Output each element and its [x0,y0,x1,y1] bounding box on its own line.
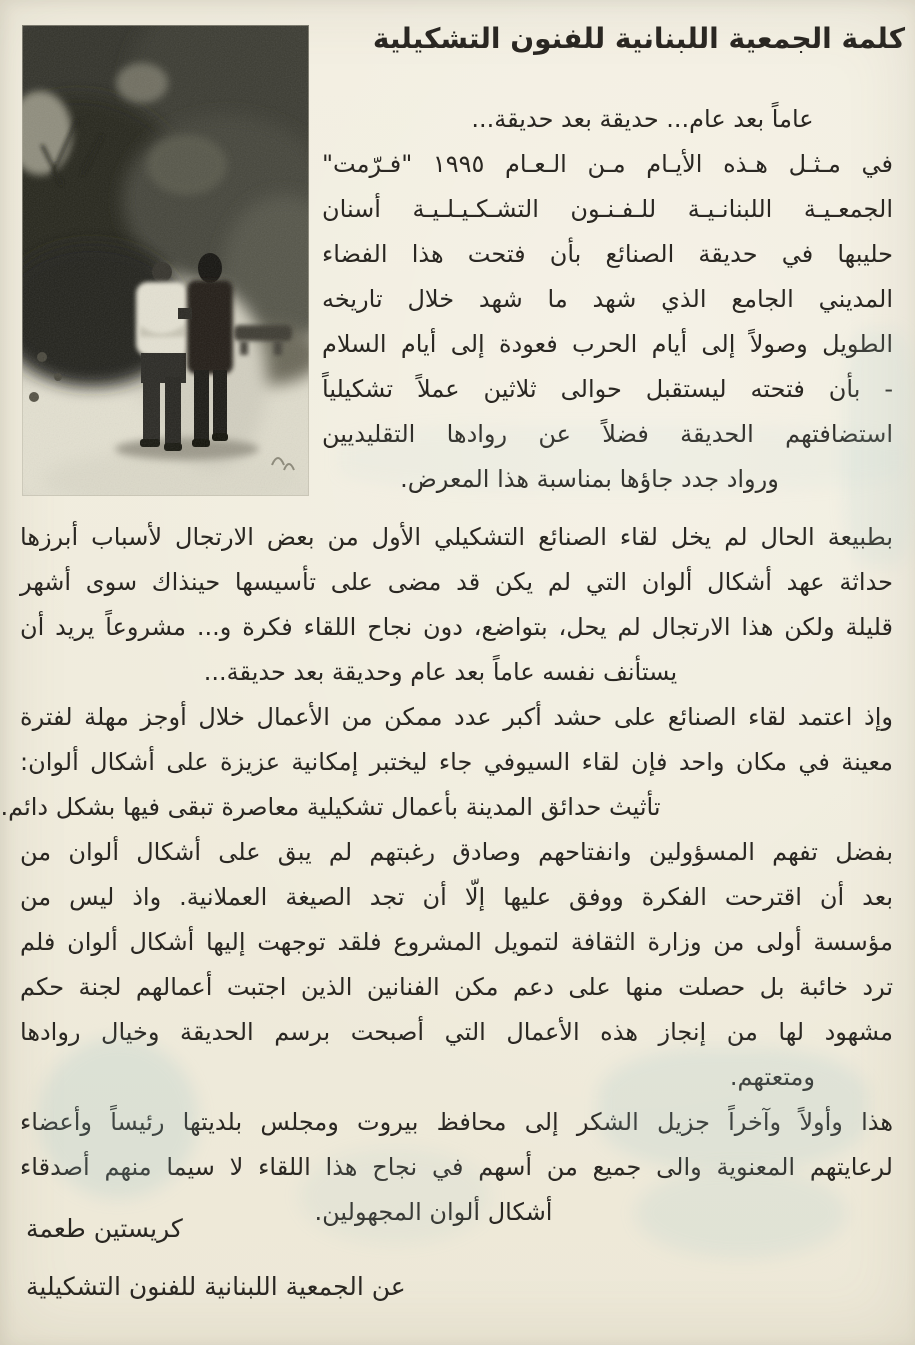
text-line: بطبيعة الحال لم يخل لقاء الصنائع التشكيلي الأول من بعض الارتجال لأسباب أبرزها [20,523,893,551]
text-line: ترد خائبة بل حصلت منها على دعم مكن الفنانين الذين اجتبت أعمالهم لجنة حكم [20,973,893,1001]
text-line: حليبها في حديقة الصنائع بأن فتحت هذا الفضاء [322,240,893,268]
text-line: حداثة عهد أشكال ألوان التي لم يكن قد مضى على تأسيسها حينذاك سوى أشهر [20,568,893,596]
text-line: وإذ اعتمد لقاء الصنائع على حشد أكبر عدد ممكن من الأعمال خلال أوجز مهلة لفترة [20,703,893,731]
intro-paragraph [322,97,893,502]
text-line: لرعايتهم المعنوية والى جميع من أسهم في نجاح هذا اللقاء لا سيما منهم أصدقاء [20,1153,893,1181]
text-line: مشهود لها من إنجاز هذه الأعمال التي أصبحت برسم الحديقة وخيال روادها [20,1018,893,1046]
text-line: الطويل وصولاً إلى أيام الحرب فعودة إلى أيام السلام [322,330,893,358]
body-paragraphs [0,515,893,1235]
text-line: معينة في مكان واحد فإن لقاء السيوفي جاء ليختبر إمكانية عزيزة على أشكال ألوان: [20,748,893,776]
text-line: تأثيث حدائق المدينة بأعمال تشكيلية معاصرة تبقى فيها بشكل دائم. [0,793,661,821]
text-line: بفضل تفهم المسؤولين وانفتاحهم وصادق رغبتهم لم يبق على أشكال ألوان من [20,838,893,866]
text-line: ورواد جدد جاؤها بمناسبة هذا المعرض. [400,465,779,493]
signature-name: كريستين طعمة [26,1214,183,1243]
garden-photo-illustration [22,25,309,496]
text-line: استضافتهم الحديقة فضلاً عن روادها التقليديين [322,420,893,448]
paragraph-ministry-support [20,830,893,1100]
text-line: هذا وأولاً وآخراً جزيل الشكر إلى محافظ بيروت ومجلس بلديتها رئيساً وأعضاء [20,1108,893,1136]
page-title: كلمة الجمعية اللبنانية للفنون التشكيلية [372,22,905,55]
text-line: بعد أن اقترحت الفكرة ووفق عليها إلّا أن تجد الصيغة العملانية. واذ ليس من [20,883,893,911]
text-line: - بأن فتحته ليستقبل حوالى ثلاثين عملاً تشكيلياً [322,375,893,403]
text-line: المديني الجامع الذي شهد ما شهد خلال تاريخه [322,285,893,313]
text-line: في مـثـل هـذه الأيـام مـن الـعـام ١٩٩٥ "فـرّمت" [322,150,894,178]
text-line: أشكال ألوان المجهولين. [314,1198,553,1226]
paragraph-improvisation [20,515,893,695]
text-line: مؤسسة أولى من وزارة الثقافة لتمويل المشروع فلقد توجهت إليها أشكال ألوان فلم [20,928,893,956]
text-line: ومتعتهم. [729,1063,815,1091]
text-line: يستأنف نفسه عاماً بعد عام وحديقة بعد حديقة... [203,658,678,686]
signature-organization: عن الجمعية اللبنانية للفنون التشكيلية [26,1272,406,1301]
text-line: قليلة ولكن هذا الارتجال لم يحل، بتواضع، دون نجاح اللقاء فكرة و... مشروعاً يريد أن [20,613,893,641]
photo-couple-walking-garden [22,25,309,496]
text-line: عاماً بعد عام... حديقة بعد حديقة... [471,105,814,133]
paragraph-sioufi-meeting [0,695,893,830]
text-line: الجمعـيـة اللبنانـيـة للـفـنـون التشـكـيـلـيـة أسنان [322,195,893,223]
